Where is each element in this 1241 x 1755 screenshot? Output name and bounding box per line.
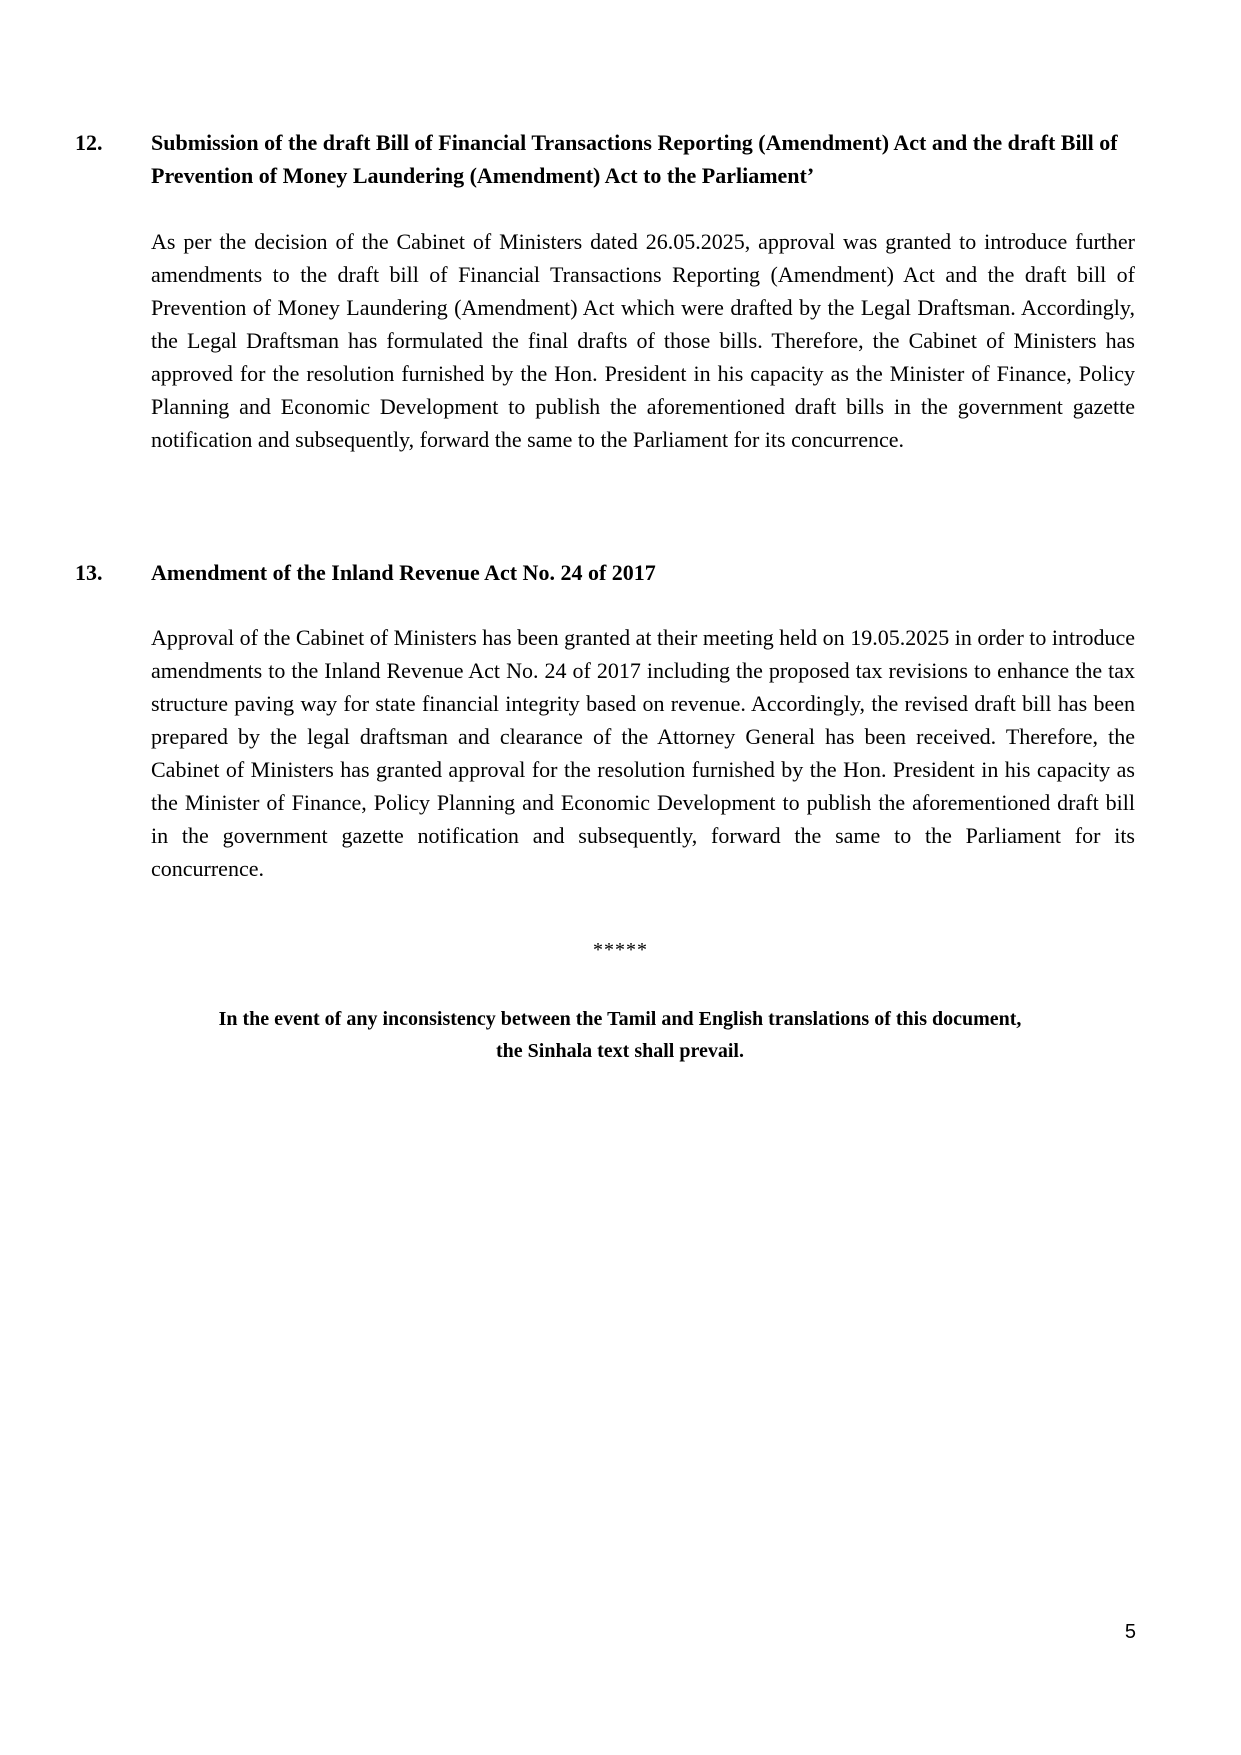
page-number: 5	[1124, 1621, 1136, 1643]
section-heading: Amendment of the Inland Revenue Act No. 24 of 2017	[151, 560, 656, 585]
separator-stars: *****	[593, 939, 648, 961]
section-heading-row	[75, 556, 1135, 589]
notice-line-2: the Sinhala text shall prevail.	[496, 1040, 744, 1062]
language-notice	[140, 1003, 1100, 1067]
section-body: Approval of the Cabinet of Ministers has been granted at their meeting held on 19.05.2025 in order to introduce amendments to the Inland Revenue Act No. 24 of 2017 including the proposed tax revisions to enhance the tax structure paving way for state financial integrity based on revenue. Accordingly, the revised draft bill has been prepared by the legal draftsman and clearance of the Attorney General has been received. Therefore, the Cabinet of Ministers has granted approval for the resolution furnished by the Hon. President in his capacity as the Minister of Finance, Policy Planning and Economic Development to publish the aforementioned draft bill in the government gazette notification and subsequently, forward the same to the Parliament for its concurrence.	[151, 625, 1135, 881]
notice-line-1: In the event of any inconsistency between the Tamil and English translations of this document,	[218, 1008, 1022, 1030]
section-13	[75, 556, 1135, 885]
section-heading: Submission of the draft Bill of Financial Transactions Reporting (Amendment) Act and the draft Bill of Prevention of Money Laundering (Amendment) Act to the Parliament’	[151, 130, 1118, 188]
section-number: 12.	[75, 130, 103, 155]
section-heading-row	[75, 126, 1135, 192]
section-body: As per the decision of the Cabinet of Ministers dated 26.05.2025, approval was granted to introduce further amendments to the draft bill of Financial Transactions Reporting (Amendment) Act and the draft bill of Prevention of Money Laundering (Amendment) Act which were drafted by the Legal Draftsman. Accordingly, the Legal Draftsman has formulated the final drafts of those bills. Therefore, the Cabinet of Ministers has approved for the resolution furnished by the Hon. President in his capacity as the Minister of Finance, Policy Planning and Economic Development to publish the aforementioned draft bills in the government gazette notification and subsequently, forward the same to the Parliament for its concurrence.	[151, 229, 1135, 452]
section-12	[75, 126, 1135, 456]
section-number: 13.	[75, 560, 103, 585]
